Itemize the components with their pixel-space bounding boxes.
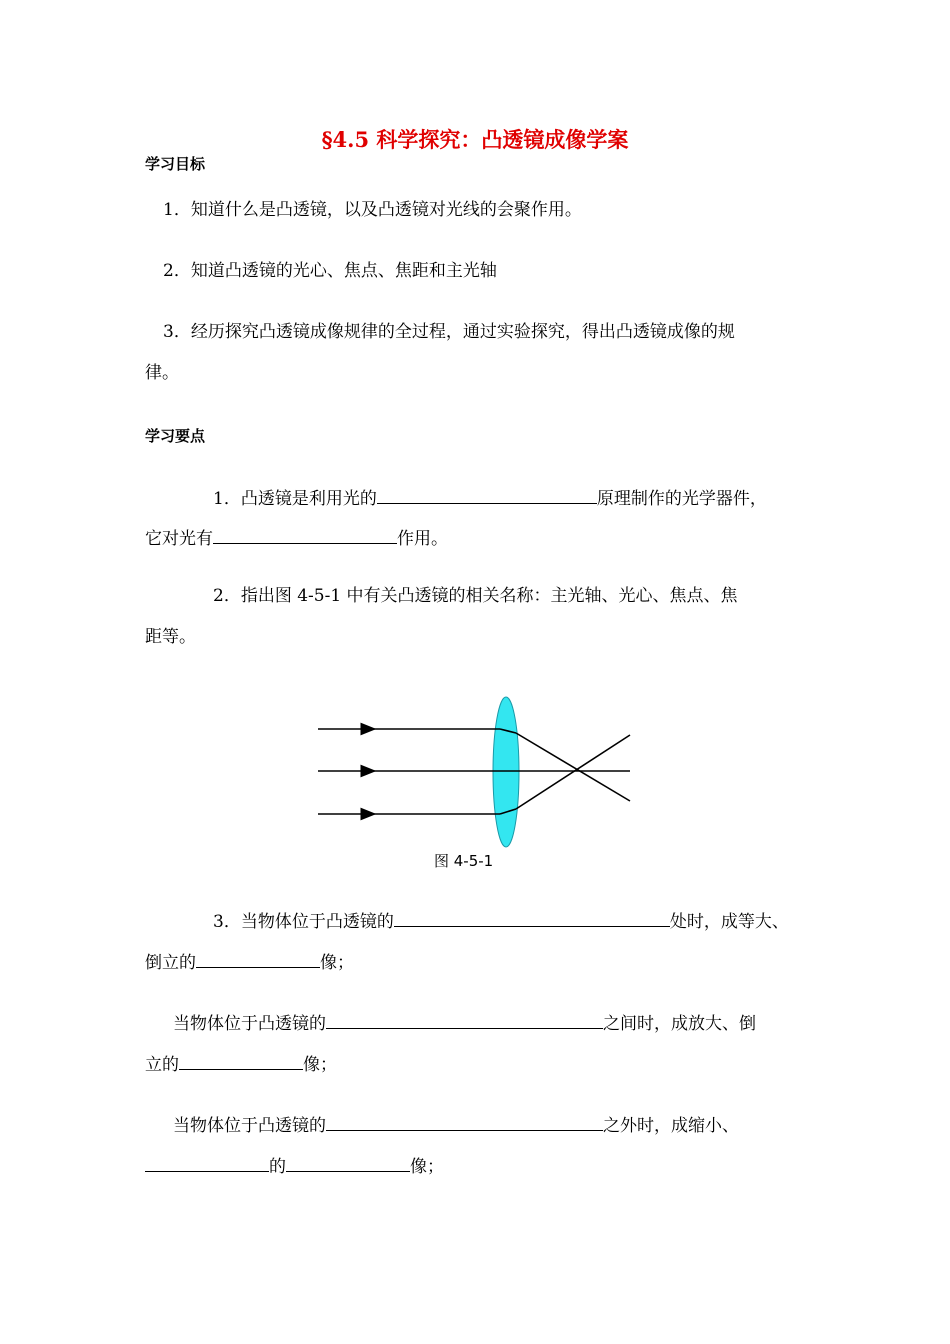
- q3-blank-1[interactable]: [394, 906, 670, 927]
- objective-3-cont: 律。: [145, 363, 179, 383]
- q1-text-a: 1．凸透镜是利用光的: [213, 489, 377, 509]
- refracted-ray-top: [516, 733, 630, 801]
- q3-text-j: 之外时，成缩小、: [603, 1116, 739, 1136]
- question-3-line-5: [173, 1110, 739, 1138]
- question-2-line-2: 距等。: [145, 627, 196, 647]
- q3-blank-2[interactable]: [196, 947, 320, 968]
- q3-blank-3[interactable]: [326, 1008, 603, 1029]
- refracted-ray-bottom: [516, 735, 630, 809]
- question-3-line-3: [173, 1008, 756, 1036]
- q1-text-b: 原理制作的光学器件，: [596, 489, 767, 509]
- q3-text-b: 处时，成等大、: [669, 912, 789, 932]
- q3-blank-4[interactable]: [179, 1049, 303, 1070]
- page-title: §4.5 科学探究：凸透镜成像学案: [321, 127, 629, 152]
- q3-text-h: 像；: [303, 1055, 337, 1075]
- question-1-line-1: [213, 483, 767, 511]
- question-1-line-2: [145, 523, 448, 551]
- q1-text-d: 作用。: [397, 529, 448, 549]
- key-points-heading: 学习要点: [145, 427, 206, 445]
- question-2-line-1: 2．指出图 4-5-1 中有关凸透镜的相关名称：主光轴、光心、焦点、焦: [213, 586, 738, 606]
- q3-text-g: 立的: [145, 1055, 179, 1075]
- question-3-line-1: [213, 906, 789, 934]
- q3-text-i: 当物体位于凸透镜的: [173, 1116, 326, 1136]
- q3-text-f: 之间时，成放大、倒: [603, 1014, 756, 1034]
- convex-lens: [493, 697, 519, 847]
- q3-text-l: 像；: [410, 1157, 444, 1177]
- q1-text-c: 它对光有: [145, 529, 213, 549]
- q3-text-e: 当物体位于凸透镜的: [173, 1014, 326, 1034]
- q3-blank-6[interactable]: [145, 1151, 269, 1172]
- q3-text-d: 像；: [320, 953, 354, 973]
- q3-text-c: 倒立的: [145, 953, 196, 973]
- q1-blank-2[interactable]: [213, 523, 397, 544]
- objectives-heading: 学习目标: [145, 155, 206, 173]
- figure-caption: 图 4-5-1: [434, 852, 494, 870]
- question-3-line-2: [145, 947, 354, 975]
- q3-text-a: 3．当物体位于凸透镜的: [213, 912, 394, 932]
- objective-3: 3．经历探究凸透镜成像规律的全过程，通过实验探究，得出凸透镜成像的规: [163, 322, 735, 342]
- q1-blank-1[interactable]: [377, 483, 597, 504]
- objective-1: 1．知道什么是凸透镜，以及凸透镜对光线的会聚作用。: [163, 200, 582, 220]
- question-3-line-4: [145, 1049, 337, 1077]
- q3-blank-5[interactable]: [326, 1110, 603, 1131]
- q3-text-k: 的: [269, 1157, 286, 1177]
- question-3-line-6: [145, 1151, 444, 1179]
- q3-blank-7[interactable]: [286, 1151, 410, 1172]
- objective-2: 2．知道凸透镜的光心、焦点、焦距和主光轴: [163, 261, 497, 281]
